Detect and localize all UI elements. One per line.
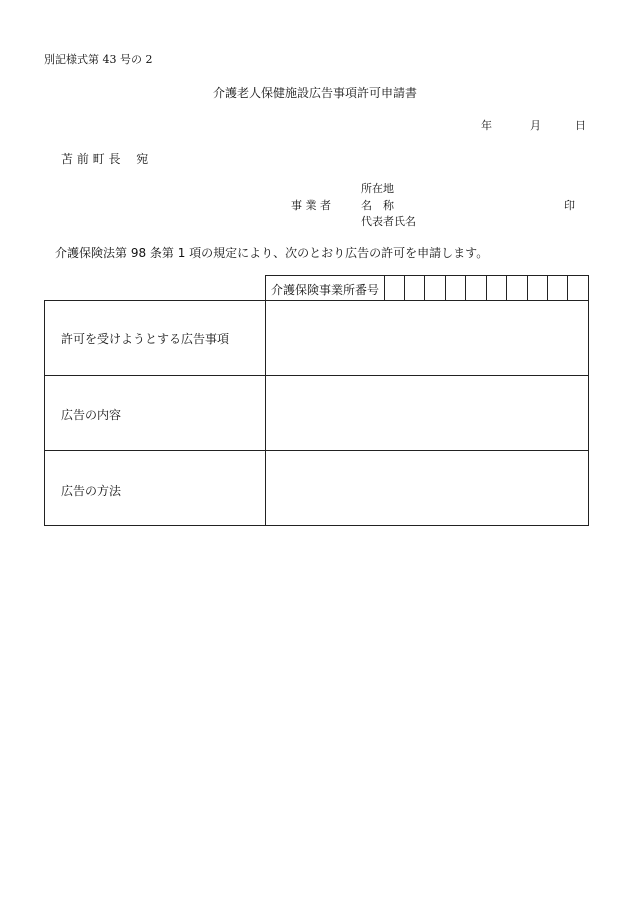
table-border <box>265 275 589 276</box>
row-label-ad-items: 許可を受けようとする広告事項 <box>61 332 230 346</box>
ad-items-field[interactable] <box>266 301 588 375</box>
representative-label: 代表者氏名 <box>361 215 416 228</box>
addressee: 苫 前 町 長 宛 <box>61 152 149 166</box>
address-label: 所在地 <box>361 182 394 195</box>
office-number-box[interactable] <box>506 275 507 300</box>
office-number-box[interactable] <box>404 275 405 300</box>
date-year-label: 年 <box>481 119 492 132</box>
form-number: 別記様式第 43 号の 2 <box>44 53 153 66</box>
office-number-box[interactable] <box>567 275 568 300</box>
application-statement: 介護保険法第 98 条第 1 項の規定により、次のとおり広告の許可を申請します。 <box>55 246 489 260</box>
row-label-ad-content: 広告の内容 <box>61 408 122 422</box>
name-label: 名 称 <box>361 199 394 212</box>
date-month-label: 月 <box>530 119 541 132</box>
office-number-label: 介護保険事業所番号 <box>271 283 380 297</box>
office-number-box[interactable] <box>547 275 548 300</box>
office-number-box[interactable] <box>486 275 487 300</box>
seal-mark: 印 <box>564 199 575 212</box>
office-number-box[interactable] <box>384 275 385 300</box>
office-number-box[interactable] <box>445 275 446 300</box>
ad-content-field[interactable] <box>266 376 588 450</box>
ad-method-field[interactable] <box>266 451 588 525</box>
date-day-label: 日 <box>575 119 586 132</box>
table-border <box>588 275 589 526</box>
row-label-ad-method: 広告の方法 <box>61 484 122 498</box>
table-border <box>44 525 589 526</box>
office-number-box[interactable] <box>527 275 528 300</box>
document-title: 介護老人保健施設広告事項許可申請書 <box>212 86 417 100</box>
office-number-box[interactable] <box>424 275 425 300</box>
office-number-box[interactable] <box>465 275 466 300</box>
table-border <box>44 300 45 526</box>
applicant-role-label: 事 業 者 <box>291 199 331 212</box>
